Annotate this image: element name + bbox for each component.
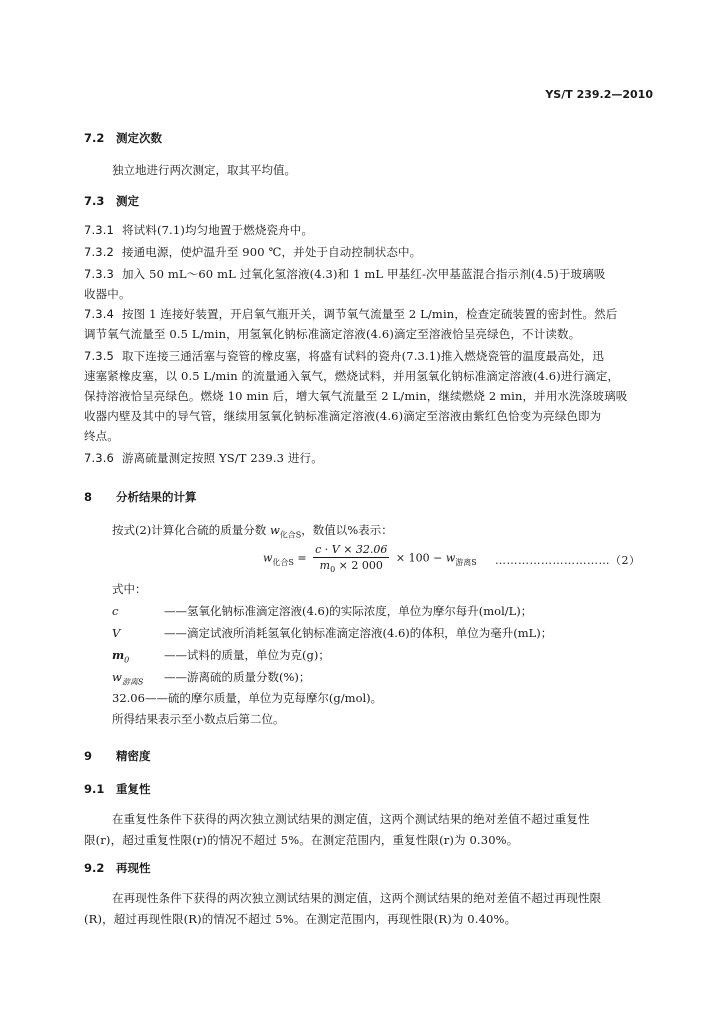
subscript: 化合S [272, 557, 294, 567]
definition-text: ——试料的质量，单位为克(g)； [164, 648, 330, 662]
result-note: 所得结果表示至小数点后第二位。 [112, 712, 285, 726]
definition-symbol: V [112, 626, 121, 640]
clause-7-3-3 [84, 266, 605, 282]
section-title: 再现性 [116, 861, 151, 875]
section-7-2-heading [84, 130, 162, 146]
section-number: 8 [84, 490, 93, 504]
section-title: 测定次数 [116, 131, 162, 145]
section-number: 9.2 [84, 861, 105, 875]
symbol-w: w [263, 551, 273, 565]
section-number: 7.2 [84, 131, 105, 145]
subscript: 游离S [455, 557, 477, 567]
definition-text: ——游离硫的质量分数(%)； [164, 670, 311, 684]
definition-symbol: 32.06 [112, 691, 145, 705]
clause-7-3-5-l3: 保持溶液恰呈亮绿色。燃烧 10 min 后，增大氧气流量至 2 L/min，继续燃烧 2 min，并用水洗涤玻璃吸 [84, 389, 628, 403]
clause-number: 7.3.6 [84, 451, 115, 465]
clause-7-3-3-cont: 收器中。 [84, 287, 131, 301]
section-9-heading [84, 748, 151, 764]
clause-7-3-1 [84, 222, 313, 238]
clause-7-3-4 [84, 306, 617, 322]
subscript: 化合S [279, 530, 302, 540]
clause-7-3-6 [84, 450, 323, 466]
clause-number: 7.3.1 [84, 223, 115, 237]
standard-number: YS/T 239.2—2010 [545, 88, 653, 101]
clause-7-3-5-l4: 收器内壁及其中的导气管，继续用氢氧化钠标准滴定溶液(4.6)滴定至溶液由紫红色恰变为亮绿色即为 [84, 409, 602, 423]
definition-symbol [112, 670, 164, 687]
definition-c [112, 603, 532, 619]
formula-2 [263, 543, 477, 574]
subscript: 0 [330, 565, 336, 575]
definition-symbol: c [112, 604, 119, 618]
clause-number: 7.3.5 [84, 349, 115, 363]
subscript: 游离S [121, 677, 144, 687]
definition-text: ——滴定试液所消耗氢氧化钠标准滴定溶液(4.6)的体积，单位为毫升(mL)； [164, 626, 553, 640]
definition-symbol [112, 648, 164, 664]
clause-number: 7.3.2 [84, 245, 115, 259]
section-9-1-heading [84, 781, 151, 797]
symbol-w: w [112, 670, 122, 684]
clause-7-3-4-cont: 调节氧气流量至 0.5 L/min，用氢氧化钠标准滴定溶液(4.6)滴定至溶液恰呈亮绿色，不计读数。 [84, 327, 581, 341]
symbol-w: w [445, 551, 456, 565]
paragraph-9-2-l2: (R)，超过再现性限(R)的情况不超过 5%。在测定范围内，再现性限(R)为 0.40%。 [84, 912, 517, 926]
numerator [313, 543, 389, 558]
equation-number: …………………………（2） [495, 554, 641, 567]
definition-molar-mass [112, 690, 382, 706]
clause-text: 将试料(7.1)均匀地置于燃烧瓷舟中。 [122, 223, 314, 237]
clause-text: 加入 50 mL～60 mL 过氧化氢溶液(4.3)和 1 mL 甲基红-次甲基蓝混合指示剂(4.5)于玻璃吸 [122, 267, 606, 281]
clause-7-3-5-l2: 速塞紧橡皮塞，以 0.5 L/min 的流量通入氧气，燃烧试料，并用氢氧化钠标准滴定溶液(4.6)进行滴定， [84, 369, 620, 383]
section-number: 9 [84, 749, 93, 763]
clause-text: 接通电源，使炉温升至 900 ℃，并处于自动控制状态中。 [122, 245, 422, 259]
clause-7-3-2 [84, 244, 421, 260]
symbol-m: m [319, 559, 331, 572]
clause-text: 游离硫量测定按照 YS/T 239.3 进行。 [122, 451, 323, 465]
clause-7-3-5-l5: 终点。 [84, 429, 119, 443]
fraction [313, 543, 389, 574]
formula-intro [112, 522, 393, 540]
section-title: 测定 [116, 194, 139, 208]
section-number: 7.3 [84, 194, 105, 208]
section-title: 重复性 [116, 782, 151, 796]
clause-text: 按图 1 连接好装置，开启氧气瓶开关，调节氧气流量至 2 L/min，检查定硫装置的密封性。然后 [122, 307, 618, 321]
symbol-w: w [269, 523, 280, 537]
definition-m0 [112, 647, 330, 664]
paragraph-9-1-l2: 限(r)，超过重复性限(r)的情况不超过 5%。在测定范围内，重复性限(r)为 0.30%。 [84, 833, 519, 847]
paragraph-9-1-l1: 在重复性条件下获得的两次独立测试结果的测定值，这两个测试结果的绝对差值不超过重复性 [112, 812, 590, 826]
intro-text-end: ，数值以%表示： [301, 523, 393, 537]
subscript: 0 [124, 655, 130, 665]
equals: = [297, 551, 307, 565]
section-7-3-heading [84, 193, 139, 209]
section-title: 分析结果的计算 [116, 490, 197, 504]
paragraph-7-2: 独立地进行两次测定，取其平均值。 [112, 163, 296, 177]
definition-text: ——氢氧化钠标准滴定溶液(4.6)的实际浓度，单位为摩尔每升(mol/L)； [164, 604, 533, 618]
denominator-text: × 2 000 [335, 559, 383, 572]
intro-text: 按式(2)计算化合硫的质量分数 [112, 523, 270, 537]
definition-text: ——硫的摩尔质量，单位为克每摩尔(g/mol)。 [144, 691, 383, 705]
definition-v [112, 625, 552, 641]
clause-text: 取下连接三通活塞与瓷管的橡皮塞，将盛有试料的瓷舟(7.3.1)推入燃烧瓷管的温度最高处，迅 [122, 349, 604, 363]
section-8-heading [84, 489, 197, 505]
formula-tail: × 100 − [395, 551, 446, 565]
numerator-text: c · V × 32.06 [315, 543, 388, 556]
where-label: 式中： [112, 582, 147, 596]
denominator [313, 558, 389, 574]
clause-number: 7.3.4 [84, 307, 115, 321]
clause-number: 7.3.3 [84, 267, 115, 281]
definition-w-free [112, 669, 310, 687]
paragraph-9-2-l1: 在再现性条件下获得的两次独立测试结果的测定值，这两个测试结果的绝对差值不超过再现性限 [112, 891, 602, 905]
section-9-2-heading [84, 860, 151, 876]
section-number: 9.1 [84, 782, 105, 796]
section-title: 精密度 [116, 749, 151, 763]
symbol-m: m [112, 648, 125, 662]
clause-7-3-5 [84, 348, 604, 364]
